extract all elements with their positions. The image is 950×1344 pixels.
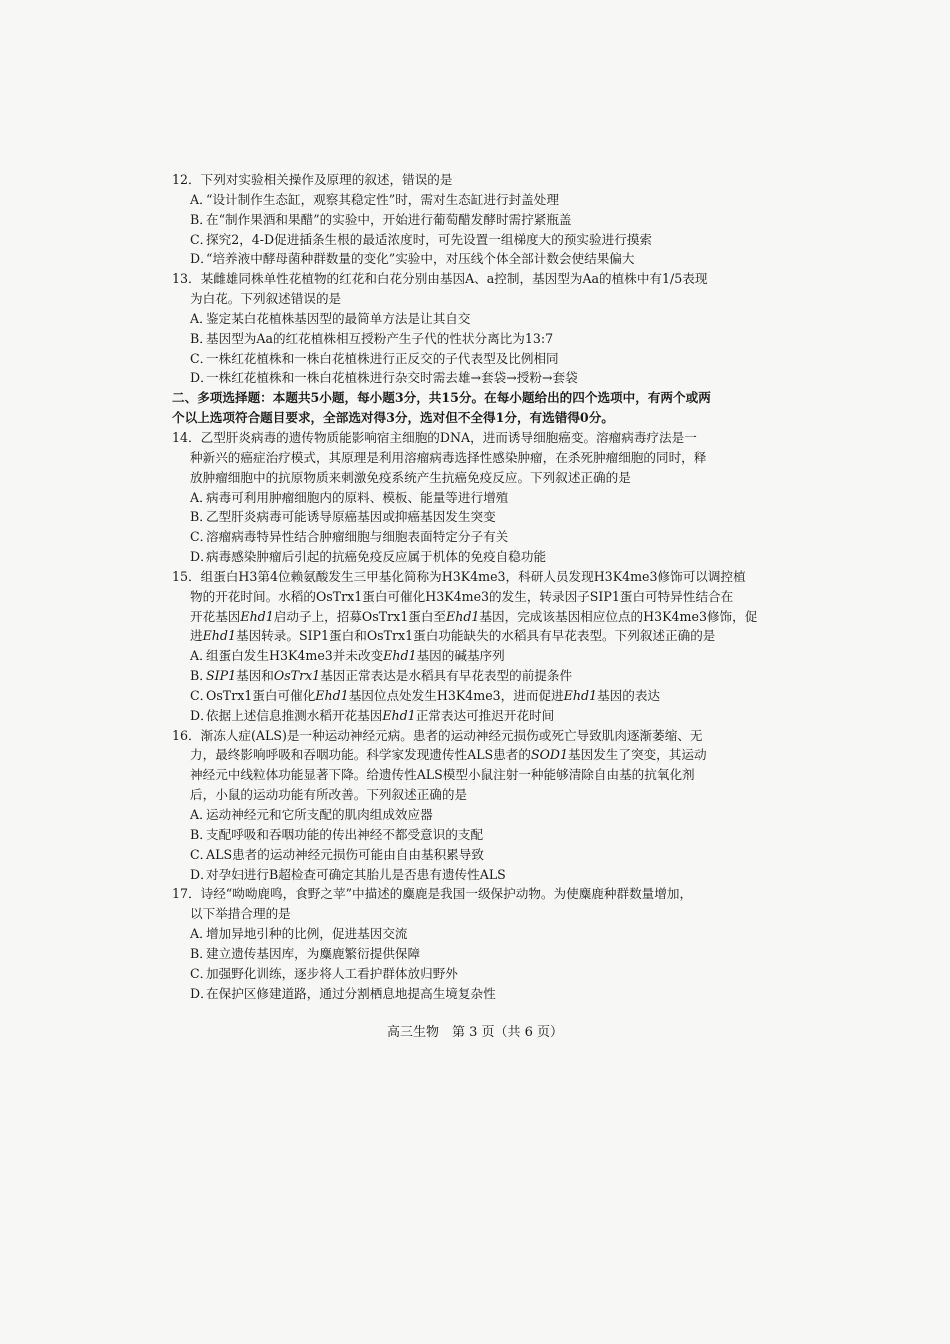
question-stem-cont: 放肿瘤细胞中的抗原物质来刺激免疫系统产生抗癌免疫反应。下列叙述正确的是	[190, 469, 631, 485]
option-label: C．	[190, 846, 213, 862]
question-13	[172, 269, 762, 388]
option-text: 基因型为Aa的红花植株相互授粉产生子代的性状分离比为13:7	[206, 330, 554, 346]
option-b	[172, 210, 762, 230]
option-d	[172, 984, 762, 1004]
text-run: 正常表达可推迟开花时间	[415, 707, 555, 723]
gene-name: OsTrx1	[273, 668, 321, 684]
gene-name: Ehd1	[202, 628, 236, 644]
option-c	[172, 527, 762, 547]
question-stem: 14．乙型肝炎病毒的遗传物质能影响宿主细胞的DNA，进而诱导细胞癌变。溶瘤病毒疗法是一	[172, 429, 697, 445]
option-text: 病毒感染肿瘤后引起的抗癌免疫反应属于机体的免疫自稳功能	[206, 549, 547, 565]
text-run: 基因的碱基序列	[416, 648, 505, 664]
text-run: 进	[190, 628, 203, 644]
text-run: 基因发生了突变，其运动	[568, 747, 707, 763]
option-text: 病毒可利用肿瘤细胞内的原料、模板、能量等进行增殖	[206, 489, 509, 505]
gene-name: Ehd1	[315, 687, 349, 703]
text-run: 基因转录。SIP1蛋白和OsTrx1蛋白功能缺失的水稻具有早花表型。下列叙述正确的是	[235, 628, 716, 644]
text-run: 基因位点处发生H3K4me3，进而促进	[348, 687, 564, 703]
question-15	[172, 567, 762, 726]
question-12	[172, 170, 762, 269]
option-b	[172, 825, 762, 845]
text-run: 基因正常表达是水稻具有早花表型的前提条件	[320, 668, 573, 684]
option-label: C．	[190, 231, 213, 247]
option-d	[172, 706, 762, 726]
question-stem-cont: 物的开花时间。水稻的OsTrx1蛋白可催化H3K4me3的发生，转录因子SIP1蛋白可特异性结合在	[190, 588, 734, 604]
option-label: A．	[190, 926, 212, 942]
option-d	[172, 547, 762, 567]
option-label: A．	[190, 310, 212, 326]
option-text: 一株红花植株和一株白花植株进行正反交的子代表型及比例相同	[206, 350, 559, 366]
section-line: 个以上选项符合题目要求，全部选对得3分，选对但不全得1分，有选错得0分。	[172, 410, 614, 426]
text-run: 启动子上，招募OsTrx1蛋白至	[273, 608, 447, 624]
option-text: 支配呼吸和吞咽功能的传出神经不都受意识的支配	[206, 826, 484, 842]
question-14	[172, 428, 762, 567]
option-d	[172, 249, 762, 269]
option-label: B．	[190, 826, 212, 842]
option-text: 对孕妇进行B超检查可确定其胎儿是否患有遗传性ALS	[206, 866, 506, 882]
text-run: 基因，完成该基因相应位点的H3K4me3修饰，促	[479, 608, 758, 624]
option-text: 鉴定某白花植株基因型的最简单方法是让其自交	[206, 310, 471, 326]
gene-name: Ehd1	[446, 608, 480, 624]
option-c	[172, 230, 762, 250]
gene-name: Ehd1	[383, 648, 417, 664]
option-text: 加强野化训练，逐步将人工看护群体放归野外	[206, 965, 458, 981]
exam-page	[172, 170, 762, 1003]
option-a	[172, 488, 762, 508]
option-a	[172, 805, 762, 825]
option-label: C．	[190, 350, 213, 366]
option-c	[172, 349, 762, 369]
option-label: D．	[190, 251, 213, 267]
option-label: A．	[190, 807, 212, 822]
gene-name: Ehd1	[382, 707, 416, 723]
option-d	[172, 865, 762, 885]
question-stem-cont: 神经元中线粒体功能显著下降。给遗传性ALS模型小鼠注射一种能够清除自由基的抗氧化剂	[190, 767, 695, 783]
option-b	[172, 507, 762, 527]
option-label: D．	[190, 370, 213, 386]
option-d	[172, 368, 762, 388]
question-stem-cont: 为白花。下列叙述错误的是	[190, 291, 342, 307]
gene-name: Ehd1	[240, 608, 274, 624]
option-label: D．	[190, 866, 213, 882]
option-label: D．	[190, 985, 213, 1001]
page-footer: 高三生物 第 3 页（共 6 页）	[386, 1025, 564, 1040]
option-text: “设计制作生态缸，观察其稳定性”时，需对生态缸进行封盖处理	[206, 191, 559, 207]
gene-name: Ehd1	[563, 687, 598, 703]
question-17	[172, 884, 762, 1003]
option-label: D．	[190, 549, 213, 565]
text-run: 开花基因	[190, 608, 241, 624]
question-stem: 15．组蛋白H3第4位赖氨酸发生三甲基化简称为H3K4me3，科研人员发现H3K4me3修饰可以调控植	[172, 568, 746, 584]
question-stem: 13．某雌雄同株单性花植物的红花和白花分别由基因A、a控制，基因型为Aa的植株中有1/5表现	[172, 271, 708, 287]
text-run: 组蛋白发生H3K4me3并未改变	[206, 648, 384, 664]
text-run: 基因和	[236, 668, 274, 684]
option-b	[172, 944, 762, 964]
option-b	[172, 666, 762, 686]
question-stem-cont	[172, 607, 762, 627]
option-text: 乙型肝炎病毒可能诱导原癌基因或抑癌基因发生突变	[206, 509, 496, 525]
option-text: 溶瘤病毒特异性结合肿瘤细胞与细胞表面特定分子有关	[206, 529, 509, 545]
gene-name: SOD1	[530, 747, 568, 763]
question-stem: 16．渐冻人症(ALS)是一种运动神经元病。患者的运动神经元损伤或死亡导致肌肉逐渐萎缩、无	[172, 727, 703, 743]
option-text: 增加异地引种的比例，促进基因交流	[206, 926, 408, 942]
option-text: 一株红花植株和一株白花植株进行杂交时需去雄→套袋→授粉→套袋	[206, 370, 578, 386]
option-a	[172, 309, 762, 329]
option-label: B．	[190, 330, 212, 346]
option-c	[172, 964, 762, 984]
question-16	[172, 726, 762, 885]
option-label: C．	[190, 529, 213, 545]
option-a	[172, 190, 762, 210]
text-run: 力，最终影响呼吸和吞咽功能。科学家发现遗传性ALS患者的	[190, 747, 531, 763]
option-text: 探究2，4-D促进插条生根的最适浓度时，可先设置一组梯度大的预实验进行摸索	[206, 231, 652, 247]
option-label: B．	[190, 945, 212, 961]
option-b	[172, 329, 762, 349]
option-text: 建立遗传基因库，为麋鹿繁衍提供保障	[206, 945, 421, 961]
question-stem-cont: 种新兴的癌症治疗模式，其原理是利用溶瘤病毒选择性感染肿瘤，在杀死肿瘤细胞的同时，释	[190, 449, 707, 465]
option-c	[172, 686, 762, 706]
question-stem: 12．下列对实验相关操作及原理的叙述，错误的是	[172, 172, 453, 187]
text-run: 基因的表达	[597, 687, 660, 703]
option-label: A．	[190, 489, 212, 505]
option-text: ALS患者的运动神经元损伤可能由自由基积累导致	[206, 846, 484, 862]
gene-name: SIP1	[206, 668, 237, 684]
question-stem-cont: 后，小鼠的运动功能有所改善。下列叙述正确的是	[190, 787, 468, 803]
option-label: B．	[190, 668, 212, 684]
option-label: B．	[190, 211, 212, 227]
option-text: 在“制作果酒和果醋”的实验中，开始进行葡萄醋发酵时需拧紧瓶盖	[206, 211, 572, 227]
question-stem: 17．诗经“呦呦鹿鸣，食野之苹”中描述的麋鹿是我国一级保护动物。为使麋鹿种群数量增加，	[172, 886, 693, 902]
option-label: A．	[190, 648, 212, 664]
option-text: 运动神经元和它所支配的肌肉组成效应器	[206, 807, 433, 822]
option-label: D．	[190, 707, 213, 723]
option-a	[172, 924, 762, 944]
section-heading	[172, 388, 762, 428]
option-label: B．	[190, 509, 212, 525]
text-run: OsTrx1蛋白可催化	[206, 687, 316, 703]
option-label: C．	[190, 965, 213, 981]
question-stem-cont	[172, 626, 762, 646]
option-label: C．	[190, 687, 213, 703]
text-run: 依据上述信息推测水稻开花基因	[206, 707, 383, 723]
section-line: 二、多项选择题：本题共5小题，每小题3分，共15分。在每小题给出的四个选项中，有两个或两	[172, 390, 711, 406]
option-c	[172, 845, 762, 865]
question-stem-cont: 以下举措合理的是	[190, 906, 291, 922]
option-a	[172, 646, 762, 666]
question-stem-cont	[172, 745, 762, 765]
option-label: A．	[190, 191, 212, 207]
option-text: “培养液中酵母菌种群数量的变化”实验中，对压线个体全部计数会使结果偏大	[206, 251, 635, 267]
option-text: 在保护区修建道路，通过分割栖息地提高生境复杂性	[206, 985, 496, 1001]
